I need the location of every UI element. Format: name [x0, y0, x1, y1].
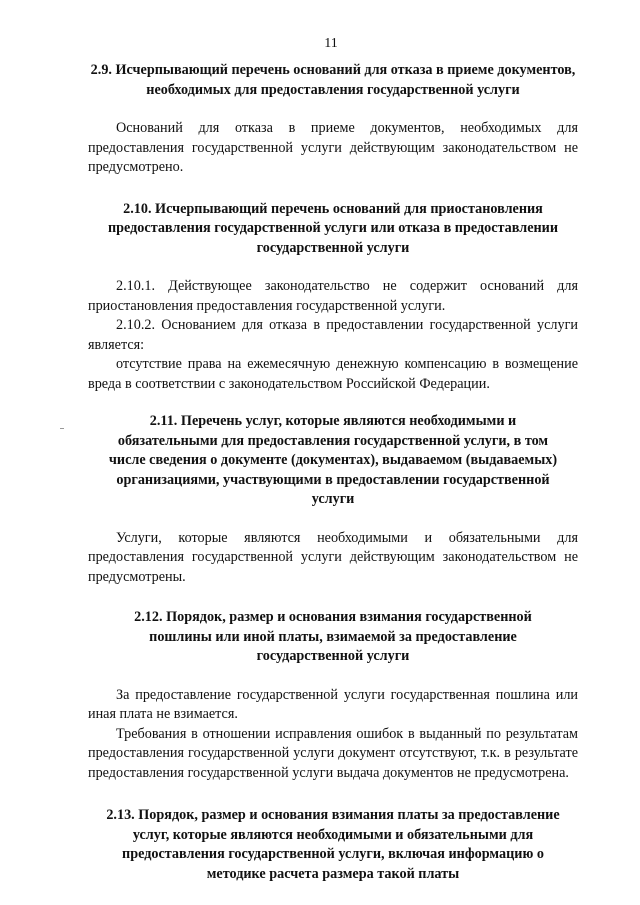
- paragraph: 2.10.2. Основанием для отказа в предоставлении государственной услуги является:: [88, 317, 578, 353]
- section-heading-2-12: 2.12. Порядок, размер и основания взимания государственной пошлины или иной платы, взимаемой за предоставление государственной услуги: [134, 609, 532, 664]
- paragraph: Требования в отношении исправления ошибок в выданный по результатам предоставления государственной услуги документ отсутствуют, т.к. в результате предоставления государственной услуги выдача документов не предусмотрена.: [88, 725, 578, 781]
- paragraph: Оснований для отказа в приеме документов, необходимых для предоставления государственной услуги действующим законодательством не предусмотрено.: [88, 120, 578, 175]
- section-heading-2-11: 2.11. Перечень услуг, которые являются необходимыми и обязательными для предоставления государственной услуги, в том числе сведения о документе (документах), выдаваемом (выдаваемых) организациями, участвующими в предоставлении государственной услуги: [108, 413, 558, 507]
- paragraph: 2.10.1. Действующее законодательство не содержит оснований для приостановления предоставления государственной услуги.: [88, 278, 578, 314]
- document-body: [88, 61, 578, 884]
- paragraph: отсутствие права на ежемесячную денежную компенсацию в возмещение вреда в соответствии с законодательством Российской Федерации.: [88, 356, 578, 392]
- paragraph: За предоставление государственной услуги государственная пошлина или иная плата не взимается.: [88, 686, 578, 722]
- section-body-2-9: [88, 119, 578, 178]
- section-heading-2-13: 2.13. Порядок, размер и основания взимания платы за предоставление услуг, которые являются необходимыми и обязательными для предоставления государственной услуги, включая информацию о методике расчета размера такой платы: [106, 807, 560, 882]
- section-body-2-11: [88, 529, 578, 588]
- section-body-2-10: [88, 277, 578, 394]
- section-heading-2-9: 2.9. Исчерпывающий перечень оснований для отказа в приеме документов, необходимых для предоставления государственной услуги: [90, 62, 576, 98]
- scan-artifact: [60, 428, 64, 429]
- paragraph: Услуги, которые являются необходимыми и обязательными для предоставления государственной услуги действующим законодательством не предусмотрены.: [88, 529, 578, 585]
- page-number: 11: [324, 36, 338, 51]
- section-heading-2-10: 2.10. Исчерпывающий перечень оснований для приостановления предоставления государственной услуги или отказа в предоставлении государственной услуги: [107, 200, 559, 256]
- section-body-2-12: [88, 686, 578, 784]
